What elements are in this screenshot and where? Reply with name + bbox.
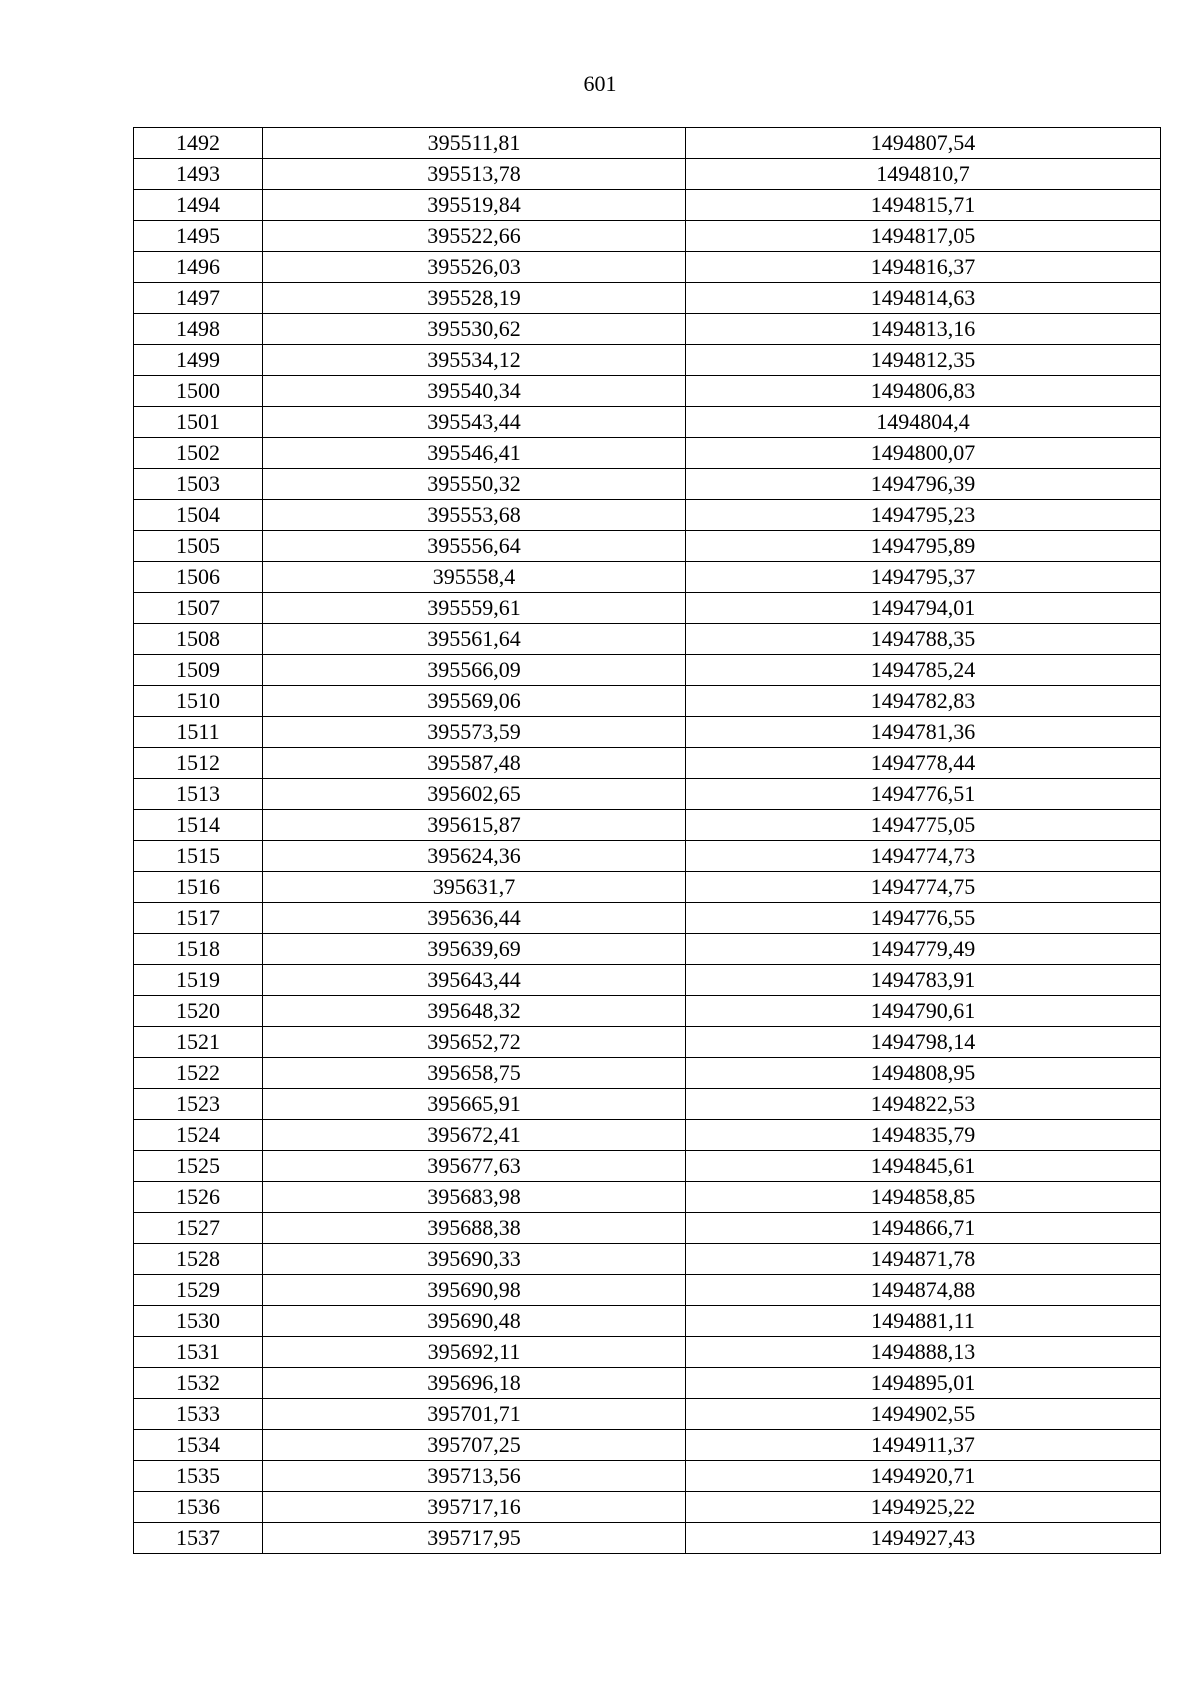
y-coordinate-cell: 1494814,63 — [686, 283, 1161, 314]
point-number-cell: 1503 — [134, 469, 263, 500]
point-number-cell: 1518 — [134, 934, 263, 965]
x-coordinate-cell: 395559,61 — [263, 593, 686, 624]
table-row — [134, 1058, 1161, 1089]
table-row — [134, 1461, 1161, 1492]
point-number-cell: 1498 — [134, 314, 263, 345]
y-coordinate-cell: 1494796,39 — [686, 469, 1161, 500]
table-row — [134, 252, 1161, 283]
x-coordinate-cell: 395553,68 — [263, 500, 686, 531]
point-number-cell: 1492 — [134, 128, 263, 159]
point-number-cell: 1523 — [134, 1089, 263, 1120]
table-row — [134, 283, 1161, 314]
y-coordinate-cell: 1494881,11 — [686, 1306, 1161, 1337]
table-row — [134, 438, 1161, 469]
point-number-cell: 1533 — [134, 1399, 263, 1430]
table-row — [134, 1430, 1161, 1461]
y-coordinate-cell: 1494808,95 — [686, 1058, 1161, 1089]
y-coordinate-cell: 1494920,71 — [686, 1461, 1161, 1492]
y-coordinate-cell: 1494776,51 — [686, 779, 1161, 810]
x-coordinate-cell: 395513,78 — [263, 159, 686, 190]
y-coordinate-cell: 1494794,01 — [686, 593, 1161, 624]
x-coordinate-cell: 395561,64 — [263, 624, 686, 655]
y-coordinate-cell: 1494822,53 — [686, 1089, 1161, 1120]
y-coordinate-cell: 1494776,55 — [686, 903, 1161, 934]
table-row — [134, 1151, 1161, 1182]
y-coordinate-cell: 1494795,37 — [686, 562, 1161, 593]
table-row — [134, 221, 1161, 252]
x-coordinate-cell: 395540,34 — [263, 376, 686, 407]
point-number-cell: 1495 — [134, 221, 263, 252]
y-coordinate-cell: 1494817,05 — [686, 221, 1161, 252]
point-number-cell: 1499 — [134, 345, 263, 376]
point-number-cell: 1509 — [134, 655, 263, 686]
x-coordinate-cell: 395690,33 — [263, 1244, 686, 1275]
table-row — [134, 1492, 1161, 1523]
table-row — [134, 934, 1161, 965]
point-number-cell: 1501 — [134, 407, 263, 438]
point-number-cell: 1514 — [134, 810, 263, 841]
x-coordinate-cell: 395707,25 — [263, 1430, 686, 1461]
y-coordinate-cell: 1494795,23 — [686, 500, 1161, 531]
table-row — [134, 624, 1161, 655]
y-coordinate-cell: 1494783,91 — [686, 965, 1161, 996]
y-coordinate-cell: 1494925,22 — [686, 1492, 1161, 1523]
y-coordinate-cell: 1494866,71 — [686, 1213, 1161, 1244]
x-coordinate-cell: 395558,4 — [263, 562, 686, 593]
y-coordinate-cell: 1494779,49 — [686, 934, 1161, 965]
x-coordinate-cell: 395615,87 — [263, 810, 686, 841]
x-coordinate-cell: 395713,56 — [263, 1461, 686, 1492]
table-row — [134, 686, 1161, 717]
x-coordinate-cell: 395631,7 — [263, 872, 686, 903]
x-coordinate-cell: 395511,81 — [263, 128, 686, 159]
table-row — [134, 500, 1161, 531]
point-number-cell: 1530 — [134, 1306, 263, 1337]
table-row — [134, 531, 1161, 562]
x-coordinate-cell: 395556,64 — [263, 531, 686, 562]
table-row — [134, 159, 1161, 190]
y-coordinate-cell: 1494795,89 — [686, 531, 1161, 562]
point-number-cell: 1526 — [134, 1182, 263, 1213]
point-number-cell: 1505 — [134, 531, 263, 562]
x-coordinate-cell: 395569,06 — [263, 686, 686, 717]
y-coordinate-cell: 1494845,61 — [686, 1151, 1161, 1182]
x-coordinate-cell: 395643,44 — [263, 965, 686, 996]
table-row — [134, 965, 1161, 996]
table-row — [134, 996, 1161, 1027]
coordinates-table — [133, 127, 1161, 1554]
point-number-cell: 1516 — [134, 872, 263, 903]
page-number: 601 — [583, 71, 617, 96]
table-row — [134, 1399, 1161, 1430]
x-coordinate-cell: 395648,32 — [263, 996, 686, 1027]
x-coordinate-cell: 395692,11 — [263, 1337, 686, 1368]
x-coordinate-cell: 395636,44 — [263, 903, 686, 934]
y-coordinate-cell: 1494835,79 — [686, 1120, 1161, 1151]
x-coordinate-cell: 395543,44 — [263, 407, 686, 438]
table-row — [134, 779, 1161, 810]
y-coordinate-cell: 1494888,13 — [686, 1337, 1161, 1368]
table-row — [134, 872, 1161, 903]
y-coordinate-cell: 1494778,44 — [686, 748, 1161, 779]
x-coordinate-cell: 395717,16 — [263, 1492, 686, 1523]
x-coordinate-cell: 395665,91 — [263, 1089, 686, 1120]
table-row — [134, 407, 1161, 438]
point-number-cell: 1508 — [134, 624, 263, 655]
point-number-cell: 1513 — [134, 779, 263, 810]
x-coordinate-cell: 395701,71 — [263, 1399, 686, 1430]
y-coordinate-cell: 1494774,73 — [686, 841, 1161, 872]
point-number-cell: 1510 — [134, 686, 263, 717]
x-coordinate-cell: 395566,09 — [263, 655, 686, 686]
point-number-cell: 1500 — [134, 376, 263, 407]
table-row — [134, 1337, 1161, 1368]
point-number-cell: 1496 — [134, 252, 263, 283]
x-coordinate-cell: 395639,69 — [263, 934, 686, 965]
x-coordinate-cell: 395530,62 — [263, 314, 686, 345]
point-number-cell: 1512 — [134, 748, 263, 779]
table-row — [134, 748, 1161, 779]
y-coordinate-cell: 1494902,55 — [686, 1399, 1161, 1430]
y-coordinate-cell: 1494927,43 — [686, 1523, 1161, 1554]
point-number-cell: 1534 — [134, 1430, 263, 1461]
x-coordinate-cell: 395658,75 — [263, 1058, 686, 1089]
table-row — [134, 1182, 1161, 1213]
point-number-cell: 1493 — [134, 159, 263, 190]
point-number-cell: 1537 — [134, 1523, 263, 1554]
point-number-cell: 1521 — [134, 1027, 263, 1058]
table-row — [134, 1120, 1161, 1151]
x-coordinate-cell: 395528,19 — [263, 283, 686, 314]
y-coordinate-cell: 1494911,37 — [686, 1430, 1161, 1461]
y-coordinate-cell: 1494806,83 — [686, 376, 1161, 407]
point-number-cell: 1511 — [134, 717, 263, 748]
table-row — [134, 717, 1161, 748]
point-number-cell: 1519 — [134, 965, 263, 996]
x-coordinate-cell: 395624,36 — [263, 841, 686, 872]
coordinates-table-body — [134, 128, 1161, 1554]
table-row — [134, 655, 1161, 686]
table-row — [134, 562, 1161, 593]
table-row — [134, 314, 1161, 345]
y-coordinate-cell: 1494798,14 — [686, 1027, 1161, 1058]
point-number-cell: 1504 — [134, 500, 263, 531]
point-number-cell: 1536 — [134, 1492, 263, 1523]
y-coordinate-cell: 1494813,16 — [686, 314, 1161, 345]
table-row — [134, 345, 1161, 376]
point-number-cell: 1502 — [134, 438, 263, 469]
table-row — [134, 1275, 1161, 1306]
table-row — [134, 1244, 1161, 1275]
table-row — [134, 376, 1161, 407]
y-coordinate-cell: 1494782,83 — [686, 686, 1161, 717]
x-coordinate-cell: 395690,98 — [263, 1275, 686, 1306]
point-number-cell: 1527 — [134, 1213, 263, 1244]
x-coordinate-cell: 395652,72 — [263, 1027, 686, 1058]
table-row — [134, 593, 1161, 624]
point-number-cell: 1494 — [134, 190, 263, 221]
y-coordinate-cell: 1494895,01 — [686, 1368, 1161, 1399]
y-coordinate-cell: 1494788,35 — [686, 624, 1161, 655]
y-coordinate-cell: 1494816,37 — [686, 252, 1161, 283]
point-number-cell: 1515 — [134, 841, 263, 872]
point-number-cell: 1506 — [134, 562, 263, 593]
table-row — [134, 810, 1161, 841]
x-coordinate-cell: 395573,59 — [263, 717, 686, 748]
table-row — [134, 469, 1161, 500]
x-coordinate-cell: 395522,66 — [263, 221, 686, 252]
point-number-cell: 1507 — [134, 593, 263, 624]
table-row — [134, 128, 1161, 159]
table-row — [134, 903, 1161, 934]
y-coordinate-cell: 1494804,4 — [686, 407, 1161, 438]
table-row — [134, 1089, 1161, 1120]
table-row — [134, 190, 1161, 221]
x-coordinate-cell: 395677,63 — [263, 1151, 686, 1182]
point-number-cell: 1528 — [134, 1244, 263, 1275]
point-number-cell: 1520 — [134, 996, 263, 1027]
table-row — [134, 841, 1161, 872]
y-coordinate-cell: 1494858,85 — [686, 1182, 1161, 1213]
y-coordinate-cell: 1494800,07 — [686, 438, 1161, 469]
y-coordinate-cell: 1494785,24 — [686, 655, 1161, 686]
x-coordinate-cell: 395546,41 — [263, 438, 686, 469]
y-coordinate-cell: 1494775,05 — [686, 810, 1161, 841]
point-number-cell: 1517 — [134, 903, 263, 934]
point-number-cell: 1531 — [134, 1337, 263, 1368]
point-number-cell: 1525 — [134, 1151, 263, 1182]
table-row — [134, 1306, 1161, 1337]
x-coordinate-cell: 395696,18 — [263, 1368, 686, 1399]
y-coordinate-cell: 1494871,78 — [686, 1244, 1161, 1275]
table-row — [134, 1368, 1161, 1399]
x-coordinate-cell: 395717,95 — [263, 1523, 686, 1554]
x-coordinate-cell: 395550,32 — [263, 469, 686, 500]
x-coordinate-cell: 395587,48 — [263, 748, 686, 779]
point-number-cell: 1532 — [134, 1368, 263, 1399]
point-number-cell: 1524 — [134, 1120, 263, 1151]
x-coordinate-cell: 395690,48 — [263, 1306, 686, 1337]
x-coordinate-cell: 395526,03 — [263, 252, 686, 283]
x-coordinate-cell: 395688,38 — [263, 1213, 686, 1244]
y-coordinate-cell: 1494807,54 — [686, 128, 1161, 159]
y-coordinate-cell: 1494874,88 — [686, 1275, 1161, 1306]
x-coordinate-cell: 395683,98 — [263, 1182, 686, 1213]
point-number-cell: 1497 — [134, 283, 263, 314]
y-coordinate-cell: 1494810,7 — [686, 159, 1161, 190]
x-coordinate-cell: 395534,12 — [263, 345, 686, 376]
y-coordinate-cell: 1494774,75 — [686, 872, 1161, 903]
table-row — [134, 1523, 1161, 1554]
x-coordinate-cell: 395672,41 — [263, 1120, 686, 1151]
table-row — [134, 1213, 1161, 1244]
point-number-cell: 1529 — [134, 1275, 263, 1306]
x-coordinate-cell: 395519,84 — [263, 190, 686, 221]
y-coordinate-cell: 1494812,35 — [686, 345, 1161, 376]
x-coordinate-cell: 395602,65 — [263, 779, 686, 810]
point-number-cell: 1535 — [134, 1461, 263, 1492]
y-coordinate-cell: 1494781,36 — [686, 717, 1161, 748]
point-number-cell: 1522 — [134, 1058, 263, 1089]
y-coordinate-cell: 1494790,61 — [686, 996, 1161, 1027]
y-coordinate-cell: 1494815,71 — [686, 190, 1161, 221]
table-row — [134, 1027, 1161, 1058]
